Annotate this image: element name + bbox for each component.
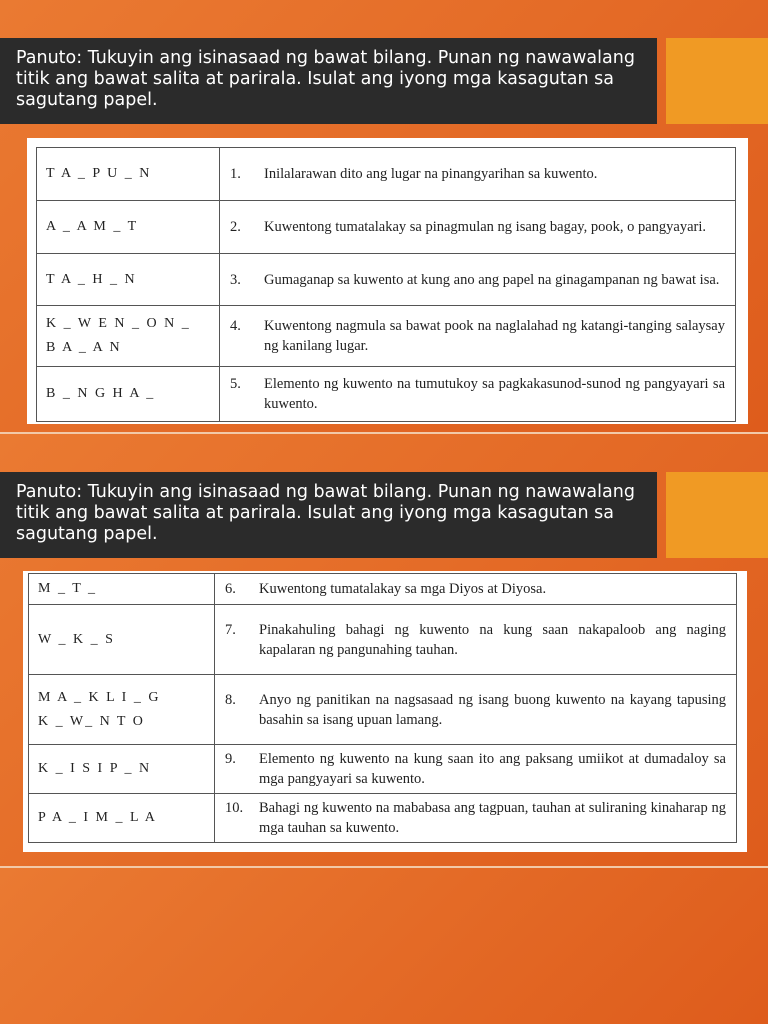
question-table-card — [23, 571, 747, 852]
table-row — [37, 306, 736, 367]
description-cell: 6. Kuwentong tumatalakay sa mga Diyos at Diyosa. — [215, 574, 737, 605]
description-cell: 4. Kuwentong nagmula sa bawat pook na naglalahad ng katangi-tanging salaysay ng kanilang lugar. — [220, 306, 736, 367]
description-cell: 2. Kuwentong tumatalakay sa pinagmulan ng isang bagay, pook, o pangyayari. — [220, 201, 736, 254]
slide-1 — [0, 0, 768, 432]
table-row — [37, 367, 736, 422]
instruction-text: Panuto: Tukuyin ang isinasaad ng bawat bilang. Punan ng nawawalang titik ang bawat salita at parirala. Isulat ang iyong mga kasagutan sa sagutang papel. — [16, 48, 635, 110]
word-cell: A _ A M _ T — [37, 201, 220, 254]
table-row — [29, 745, 737, 794]
word-cell: K _ W E N _ O N _ B A _ A N — [37, 306, 220, 367]
word-cell: B _ N G H A _ — [37, 367, 220, 422]
table-row — [29, 794, 737, 843]
table-row — [37, 148, 736, 201]
question-table — [28, 573, 737, 843]
instruction-box — [0, 38, 657, 124]
word-cell: M A _ K L I _ G K _ W_ N T O — [29, 675, 215, 745]
word-cell: M _ T _ — [29, 574, 215, 605]
question-table — [36, 147, 736, 422]
accent-block — [666, 472, 768, 558]
description-cell: 8. Anyo ng panitikan na nagsasaad ng isang buong kuwento na kayang tapusing basahin sa isang upuan lamang. — [215, 675, 737, 745]
table-row — [29, 675, 737, 745]
word-cell: T A _ P U _ N — [37, 148, 220, 201]
word-cell: W _ K _ S — [29, 605, 215, 675]
description-cell: 10. Bahagi ng kuwento na mababasa ang tagpuan, tauhan at suliraning kinaharap ng mga tauhan sa kuwento. — [215, 794, 737, 843]
slide-2 — [0, 434, 768, 866]
description-cell: 7. Pinakahuling bahagi ng kuwento na kung saan nakapaloob ang naging kapalaran ng pangunahing tauhan. — [215, 605, 737, 675]
table-row — [29, 605, 737, 675]
table-row — [29, 574, 737, 605]
description-cell: 5. Elemento ng kuwento na tumutukoy sa pagkakasunod-sunod ng pangyayari sa kuwento. — [220, 367, 736, 422]
description-cell: 3. Gumaganap sa kuwento at kung ano ang papel na ginagampanan ng bawat isa. — [220, 254, 736, 306]
word-cell: P A _ I M _ L A — [29, 794, 215, 843]
word-cell: T A _ H _ N — [37, 254, 220, 306]
word-cell: K _ I S I P _ N — [29, 745, 215, 794]
table-row — [37, 201, 736, 254]
instruction-text: Panuto: Tukuyin ang isinasaad ng bawat bilang. Punan ng nawawalang titik ang bawat salita at parirala. Isulat ang iyong mga kasagutan sa sagutang papel. — [16, 482, 635, 544]
description-cell: 1. Inilalarawan dito ang lugar na pinangyarihan sa kuwento. — [220, 148, 736, 201]
background-area — [0, 868, 768, 1024]
question-table-card — [27, 138, 748, 424]
table-row — [37, 254, 736, 306]
accent-block — [666, 38, 768, 124]
description-cell: 9. Elemento ng kuwento na kung saan ito ang paksang umiikot at dumadaloy sa mga pangyayari sa kuwento. — [215, 745, 737, 794]
instruction-box — [0, 472, 657, 558]
